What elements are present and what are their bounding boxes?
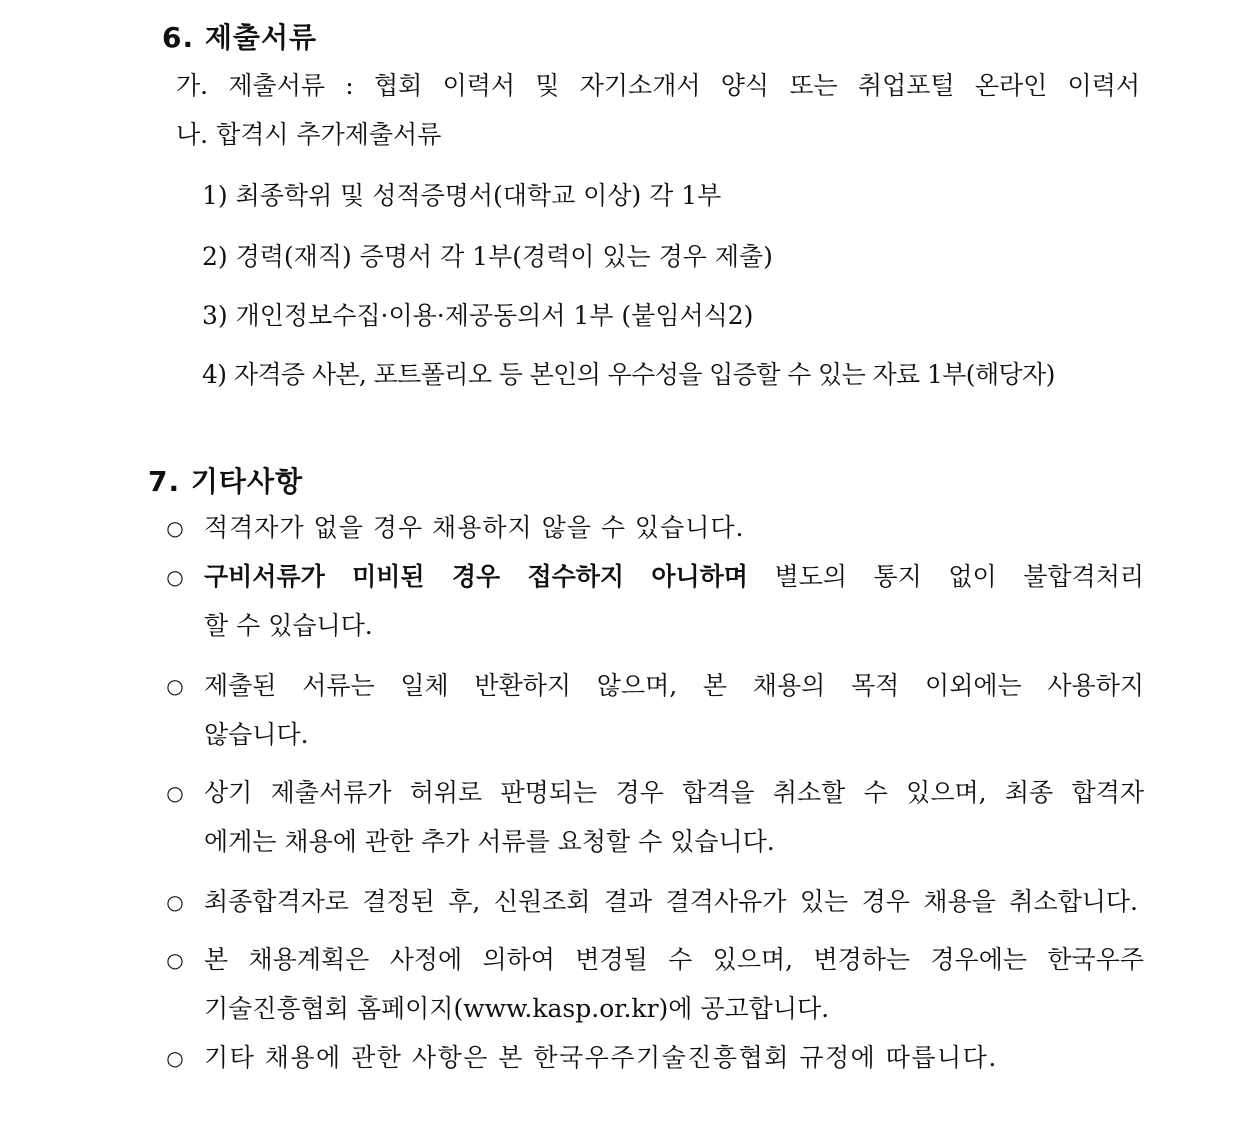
item-text: 제출서류 : 협회 이력서 및 자기소개서 양식 또는 취업포털 온라인 이력서 <box>228 71 1141 100</box>
section-6-subitem-1 <box>202 180 721 212</box>
section-6-subitem-3 <box>202 300 753 332</box>
bullet-3-line-2: 않습니다. <box>204 720 309 749</box>
subitem-text: 개인정보수집·이용·제공동의서 1부 (붙임서식2) <box>235 301 754 330</box>
subitem-marker: 4) <box>202 360 227 389</box>
bullet-1-line: 적격자가 없을 경우 채용하지 않을 수 있습니다. <box>204 513 745 542</box>
bullet-icon: ○ <box>166 516 184 540</box>
bullet-4-line-2: 에게는 채용에 관한 추가 서류를 요청할 수 있습니다. <box>204 827 775 856</box>
bullet-3-line-1: 제출된 서류는 일체 반환하지 않으며, 본 채용의 목적 이외에는 사용하지 <box>204 671 1144 700</box>
bullet-icon: ○ <box>166 1046 184 1070</box>
item-marker: 나. <box>176 120 209 149</box>
section-6-subitem-2 <box>202 241 773 273</box>
section-7-title: 7. 기타사항 <box>148 465 304 498</box>
bullet-icon: ○ <box>166 565 184 589</box>
section-6-item-ga <box>176 70 1140 102</box>
subitem-marker: 2) <box>202 242 228 271</box>
bullet-2-bold-text: 구비서류가 미비된 경우 접수하지 아니하며 <box>204 562 748 591</box>
section-6-title: 6. 제출서류 <box>162 21 318 54</box>
bullet-2-line <box>204 561 1144 593</box>
item-text: 합격시 추가제출서류 <box>216 120 442 149</box>
bullet-5-line: 최종합격자로 결정된 후, 신원조회 결과 결격사유가 있는 경우 채용을 취소합니다. <box>204 887 1138 916</box>
bullet-icon: ○ <box>166 781 184 805</box>
subitem-marker: 3) <box>202 301 228 330</box>
bullet-6-line-1: 본 채용계획은 사정에 의하여 변경될 수 있으며, 변경하는 경우에는 한국우주 <box>204 945 1144 974</box>
subitem-marker: 1) <box>202 181 228 210</box>
section-6-subitem-4 <box>202 359 1055 391</box>
bullet-icon: ○ <box>166 890 184 914</box>
subitem-text: 경력(재직) 증명서 각 1부(경력이 있는 경우 제출) <box>235 242 773 271</box>
bullet-2-rest-text: 별도의 통지 없이 불합격처리 <box>747 562 1144 591</box>
bullet-icon: ○ <box>166 674 184 698</box>
bullet-icon: ○ <box>166 948 184 972</box>
bullet-4-line-1: 상기 제출서류가 허위로 판명되는 경우 합격을 취소할 수 있으며, 최종 합격자 <box>204 778 1144 807</box>
bullet-7-line: 기타 채용에 관한 사항은 본 한국우주기술진흥협회 규정에 따릅니다. <box>204 1043 998 1072</box>
bullet-2-cont: 할 수 있습니다. <box>204 611 373 640</box>
bullet-6-line-2: 기술진흥협회 홈페이지(www.kasp.or.kr)에 공고합니다. <box>204 994 830 1023</box>
subitem-text: 최종학위 및 성적증명서(대학교 이상) 각 1부 <box>235 181 722 210</box>
subitem-text: 자격증 사본, 포트폴리오 등 본인의 우수성을 입증할 수 있는 자료 1부(해당자) <box>233 360 1055 389</box>
section-6-item-na <box>176 119 441 151</box>
item-marker: 가. <box>176 71 209 100</box>
